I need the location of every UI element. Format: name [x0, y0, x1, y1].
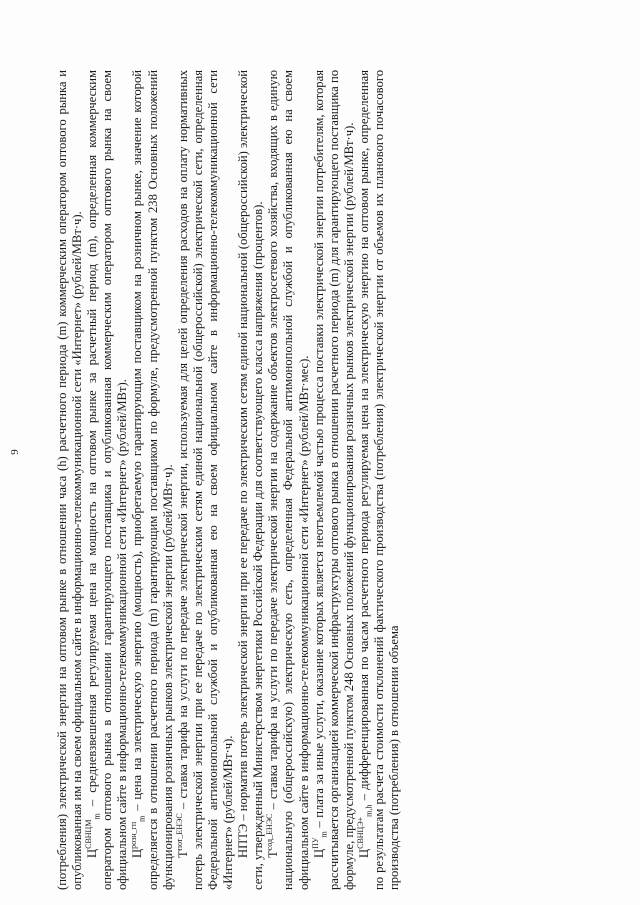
paragraph-2: $Ц^{СВНЦМ}_m$ – средневзвешенная регулируемая цена на мощность на оптовом рынке за расчетный период (m), определенная коммерческим оператором оптового рынка в отношении гарантирующего поставщика и опубликованная коммерческим оператором оптового рынка на своем официальном сайте в информационно-телекоммуникационной сети «Интернет» (рублей/МВт). — [84, 70, 130, 890]
paragraph-3: $Ц^{розн\_гп}_m$ – цена на электрическую энергию (мощность), приобретаемую гарантирующим поставщиком на розничном рынке, значение которой определяется в отношении расчетного периода (m) гарантирующим поставщиком по формуле, предусмотренной пунктом 238 Основных положений функционирования розничных рынков электрической энергии (рублей/МВт·ч). — [129, 70, 175, 890]
paragraph-8: $Ц^{СВНЦЭ+}_{m,h}$ – дифференцированная по часам расчетного периода регулируемая цена на электрическую энергию на оптовом рынке, определенная по результатам расчета стоимости отклонений фактического производства (потребления) электрической энергии от объемов их планового почасового производства (потребления) в отношении объема — [355, 70, 402, 890]
paragraph-6: $T^{сод\_ЕНЭС}$ – ставка тарифа на услуги по передаче электрической энергии на содержание объектов электросетевого хозяйства, входящих в единую национальную (общероссийскую) электрическую сеть, определенная Федеральной антимонопольной службой и опубликованная ею на своем официальном сайте в информационно-телекоммуникационной сети «Интернет» (рублей/МВт·мес). — [265, 70, 311, 890]
rotated-text-block — [55, 70, 575, 890]
paragraph-5: НПТЭ – норматив потерь электрической энергии при ее передаче по электрическим сетям единой национальной (общероссийской) электрической сети, утвержденный Министерством энергетики Российской Федерации для соответствующего класса напряжения (процентов). — [236, 70, 266, 890]
page-number: 9 — [8, 449, 21, 455]
paragraph-1: (потребления) электрической энергии на оптовом рынке в отношении часа (h) расчетного периода (m) коммерческим оператором оптового рынка и опубликованная им на своем официальном сайте в информационно-телекоммуникационной сети «Интернет» (рублей/МВт·ч). — [55, 70, 85, 890]
paragraph-4: $T^{пот\_ЕНЭС}$ – ставка тарифа на услуги по передаче электрической энергии, используемая для целей определения расходов на оплату нормативных потерь электрической энергии при ее передаче по электрическим сетям единой национальной (общероссийской) электрической сети, определенная Федеральной антимонопольной службой и опубликованная ею на своем официальном сайте в информационно-телекоммуникационной сети «Интернет» (рублей/МВт·ч). — [174, 70, 236, 890]
paragraph-7: $Ц^{ПУ}_m$ – плата за иные услуги, оказание которых является неотъемлемой частью процесса поставки электрической энергии потребителям, которая рассчитывается организацией коммерческой инфраструктуры оптового рынка в отношении расчетного периода (m) для гарантирующего поставщика по формуле, предусмотренной пунктом 248 Основных положений функционирования розничных рынков электрической энергии (рублей/МВт·ч). — [310, 70, 356, 890]
